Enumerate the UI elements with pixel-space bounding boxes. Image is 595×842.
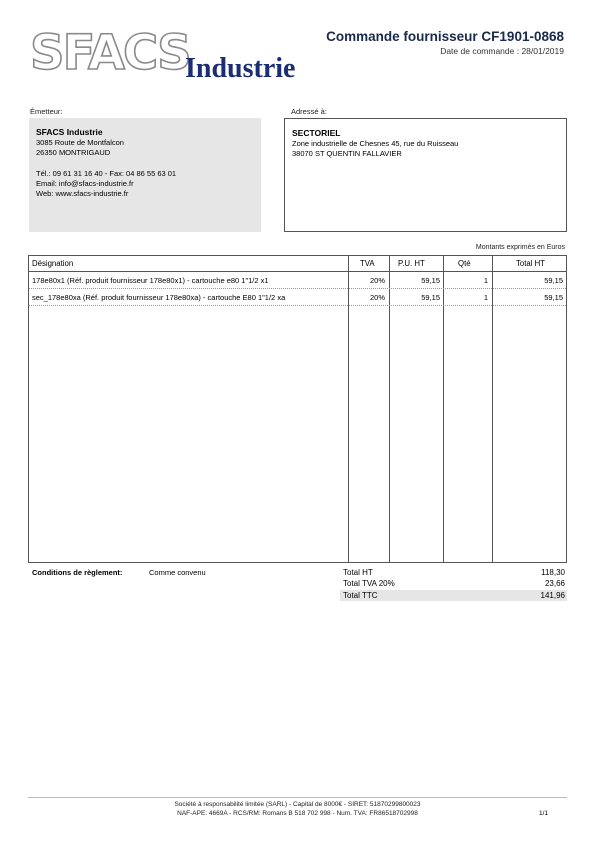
currency-note: Montants exprimés en Euros [475,244,565,251]
recipient-label: Adressé à: [291,107,327,116]
recipient-name: SECTORIEL [292,128,341,138]
sender-block [29,118,261,232]
cell-total: 59,15 [544,293,563,302]
cell-quantity: 1 [483,276,488,285]
order-date: Date de commande : 28/01/2019 [440,46,564,56]
total-ht-label: Total HT [343,568,373,577]
header-quantity: Qté [458,259,471,268]
cell-tva: 20% [369,276,385,285]
table-row [29,272,566,289]
footer-divider [28,797,567,798]
cell-quantity: 1 [483,293,488,302]
table-header [29,256,566,272]
total-tva-row [340,578,567,589]
payment-conditions-label: Conditions de règlement: [32,568,123,577]
cell-unit-price: 59,15 [421,276,440,285]
sender-label: Émetteur: [30,107,63,116]
footer-legal-line1: Société à responsabilité limitée (SARL) - Capital de 8000€ - SIRET: 51870299800023 [174,801,421,808]
recipient-address-line1: Zone industrielle de Chesnes 45, rue du Ruisseau [292,139,459,148]
total-tva-value: 23,66 [544,579,565,588]
recipient-block [284,118,567,232]
cell-tva: 20% [369,293,385,302]
sender-phone: Tél.: 09 61 31 16 40 - Fax: 04 86 55 63 01 [36,169,177,178]
sender-name: SFACS Industrie [36,127,103,137]
header-total: Total HT [516,259,546,268]
header-designation: Désignation [32,259,74,268]
cell-total: 59,15 [544,276,563,285]
total-ttc-label: Total TTC [343,591,378,600]
sender-web: Web: www.sfacs-industrie.fr [36,189,129,198]
sender-email: Email: info@sfacs-industrie.fr [36,179,134,188]
total-ht-value: 118,30 [541,568,565,577]
sender-address-line2: 26350 MONTRIGAUD [36,148,111,157]
cell-unit-price: 59,15 [421,293,440,302]
logo-sub-text: Industrie [185,53,296,84]
payment-conditions-value: Comme convenu [149,568,206,577]
total-ht-row [340,567,567,578]
sender-address-line1: 3085 Route de Montfalcon [36,138,124,147]
footer-legal-line2: NAF-APE: 4669A - RCS/RM: Romans B 518 702 998 - Num. TVA: FR86518702998 [177,810,418,817]
cell-designation: sec_178e80xa (Réf. produit fournisseur 178e80xa) - cartouche E80 1"1/2 xa [32,293,286,302]
total-ttc-value: 141,96 [540,591,565,600]
header-tva: TVA [360,259,375,268]
total-ttc-row [340,590,567,601]
total-tva-label: Total TVA 20% [343,579,395,588]
recipient-address-line2: 38070 ST QUENTIN FALLAVIER [292,149,402,158]
cell-designation: 178e80x1 (Réf. produit fournisseur 178e80x1) - cartouche e80 1"1/2 x1 [32,276,269,285]
page-number: 1/1 [538,810,548,817]
company-logo [30,25,320,87]
header-unit-price: P.U. HT [398,259,425,268]
table-row [29,289,566,306]
order-lines-table [28,255,567,563]
document-title: Commande fournisseur CF1901-0868 [326,29,564,44]
logo-main-text: SFACS [30,25,190,81]
